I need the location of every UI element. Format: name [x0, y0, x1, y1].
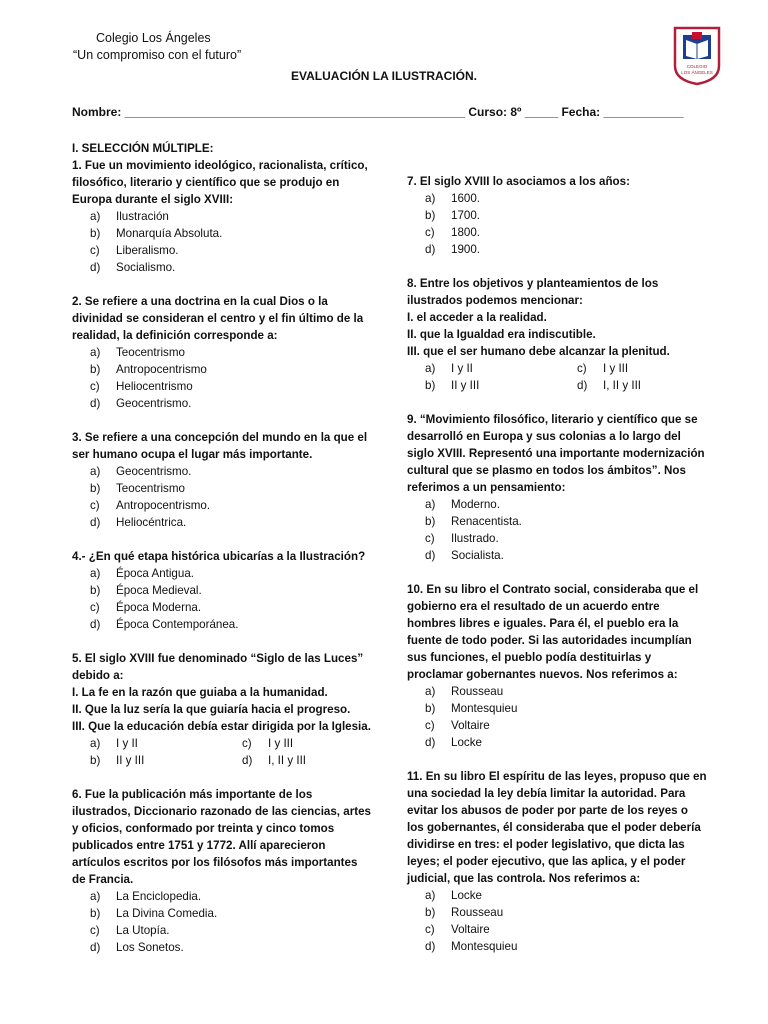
option-b[interactable]: b) Antropocentrismo — [90, 363, 207, 376]
options-list — [407, 887, 707, 955]
options-list — [72, 344, 372, 412]
question-7 — [407, 173, 707, 258]
option-a[interactable]: a) Teocentrismo — [90, 346, 185, 359]
question-1 — [72, 157, 372, 276]
statement-1: I. el acceder a la realidad. — [407, 311, 547, 324]
option-a[interactable]: a) 1600. — [425, 192, 481, 205]
section-title: I. SELECCIÓN MÚLTIPLE: — [72, 142, 214, 155]
school-logo — [673, 26, 721, 86]
option-c[interactable]: c) Ilustrado. — [425, 532, 499, 545]
option-d[interactable]: d) I, II y III — [242, 754, 307, 767]
option-b[interactable]: b) Montesquieu — [425, 702, 518, 715]
option-c[interactable]: c) Liberalismo. — [90, 244, 179, 257]
option-d[interactable]: d) 1900. — [425, 243, 481, 256]
svg-text:COLEGIO: COLEGIO — [686, 64, 708, 69]
option-d[interactable]: d) Socialismo. — [90, 261, 176, 274]
options-list — [72, 208, 372, 276]
option-d[interactable]: d) Los Sonetos. — [90, 941, 184, 954]
question-10 — [407, 581, 707, 751]
option-d[interactable]: d) Época Contemporánea. — [90, 618, 239, 631]
page-title: EVALUACIÓN LA ILUSTRACIÓN. — [291, 69, 477, 83]
question-stem: 11. En su libro El espíritu de las leyes, propuso que en una sociedad la ley debía limitar la autoridad. Para evitar los abusos de poder por parte de los reyes o los gobernantes, él consideraba que el poder debería dividirse en tres: el poder legislativo, que dicta las leyes; el poder ejecutivo, que las aplica, y el poder judicial, que las controla. Nos referimos a: — [407, 770, 707, 885]
school-motto: “Un compromiso con el futuro” — [73, 48, 242, 62]
option-c[interactable]: c) 1800. — [425, 226, 481, 239]
options-list — [72, 888, 372, 956]
option-c[interactable]: c) Antropocentrismo. — [90, 499, 211, 512]
question-stem: 8. Entre los objetivos y planteamientos de los ilustrados podemos mencionar: — [407, 277, 659, 307]
statement-1: I. La fe en la razón que guiaba a la humanidad. — [72, 686, 328, 699]
option-b[interactable]: b) Época Medieval. — [90, 584, 202, 597]
question-stem: 7. El siglo XVIII lo asociamos a los años: — [407, 175, 630, 188]
option-c[interactable]: c) Voltaire — [425, 719, 490, 732]
option-d[interactable]: d) Locke — [425, 736, 482, 749]
school-name: Colegio Los Ángeles — [96, 31, 211, 45]
option-a[interactable]: a) Ilustración — [90, 210, 169, 223]
option-d[interactable]: d) I, II y III — [577, 379, 642, 392]
option-b[interactable]: b) 1700. — [425, 209, 481, 222]
question-8 — [407, 275, 707, 394]
question-11 — [407, 768, 707, 955]
option-c[interactable]: c) Época Moderna. — [90, 601, 202, 614]
option-a[interactable]: a) Moderno. — [425, 498, 500, 511]
question-stem: 5. El siglo XVIII fue denominado “Siglo de las Luces” debido a: — [72, 652, 364, 682]
statement-2: II. que la Igualdad era indiscutible. — [407, 328, 596, 341]
option-c[interactable]: c) La Utopía. — [90, 924, 170, 937]
option-c[interactable]: c) Voltaire — [425, 923, 490, 936]
options-list — [407, 496, 707, 564]
options-list — [72, 463, 372, 531]
option-b[interactable]: b) Monarquía Absoluta. — [90, 227, 223, 240]
option-a[interactable]: a) Rousseau — [425, 685, 504, 698]
question-9 — [407, 411, 707, 564]
option-d[interactable]: d) Heliocéntrica. — [90, 516, 187, 529]
option-c[interactable]: c) I y III — [242, 737, 294, 750]
option-a[interactable]: a) I y II — [90, 737, 138, 750]
question-2 — [72, 293, 372, 412]
options-grid — [72, 735, 372, 769]
option-b[interactable]: b) La Divina Comedia. — [90, 907, 218, 920]
options-list — [407, 190, 707, 258]
option-b[interactable]: b) Teocentrismo — [90, 482, 185, 495]
options-list — [72, 565, 372, 633]
option-a[interactable]: a) Época Antigua. — [90, 567, 194, 580]
question-stem: 10. En su libro el Contrato social, consideraba que el gobierno era el resultado de un acuerdo entre hombres libres e iguales. Para él, el pueblo era la fuente de todo poder. Si las autoridades incumplían sus funciones, el pueblo podía destituirlas y proclamar gobernantes nuevos. Nos referimos a: — [407, 583, 699, 681]
options-grid — [407, 360, 707, 394]
left-column — [72, 140, 372, 973]
option-b[interactable]: b) II y III — [425, 379, 480, 392]
option-c[interactable]: c) Heliocentrismo — [90, 380, 193, 393]
option-d[interactable]: d) Geocentrismo. — [90, 397, 192, 410]
option-b[interactable]: b) Rousseau — [425, 906, 504, 919]
question-stem: 2. Se refiere a una doctrina en la cual Dios o la divinidad se consideran el centro y el fin último de la realidad, la definición corresponde a: — [72, 295, 364, 342]
options-list — [407, 683, 707, 751]
question-stem: 9. “Movimiento filosófico, literario y científico que se desarrolló en Europa y sus colonias a lo largo del siglo XVIII. Representó una importante modernización cultural que se plasmo en todos los ámbitos”. Nos referimos a un pensamiento: — [407, 413, 705, 494]
option-a[interactable]: a) Geocentrismo. — [90, 465, 192, 478]
question-stem: 1. Fue un movimiento ideológico, racionalista, crítico, filosófico, literario y científico que se produjo en Europa durante el siglo XVIII: — [72, 159, 368, 206]
option-d[interactable]: d) Socialista. — [425, 549, 504, 562]
option-b[interactable]: b) Renacentista. — [425, 515, 522, 528]
option-a[interactable]: a) La Enciclopedia. — [90, 890, 202, 903]
statement-3: III. que el ser humano debe alcanzar la plenitud. — [407, 345, 670, 358]
question-stem: 6. Fue la publicación más importante de los ilustrados, Diccionario razonado de las ciencias, artes y oficios, conformado por treinta y cinco tomos publicados entre 1751 y 1772. Allí aparecieron artículos escritos por los filósofos más importantes de Francia. — [72, 788, 371, 886]
option-c[interactable]: c) I y III — [577, 362, 629, 375]
student-info-line: Nombre: ___________________________________________________ Curso: 8º _____ Fecha: ____________ — [72, 105, 684, 119]
question-stem: 3. Se refiere a una concepción del mundo en la que el ser humano ocupa el lugar más importante. — [72, 431, 368, 461]
question-5 — [72, 650, 372, 769]
svg-text:LOS ÁNGELES: LOS ÁNGELES — [681, 70, 713, 75]
right-column — [407, 173, 707, 972]
option-d[interactable]: d) Montesquieu — [425, 940, 518, 953]
option-a[interactable]: a) Locke — [425, 889, 482, 902]
statement-3: III. Que la educación debía estar dirigida por la Iglesia. — [72, 720, 371, 733]
question-stem: 4.- ¿En qué etapa histórica ubicarías a la Ilustración? — [72, 550, 366, 563]
question-4 — [72, 548, 372, 633]
question-6 — [72, 786, 372, 956]
option-a[interactable]: a) I y II — [425, 362, 473, 375]
statement-2: II. Que la luz sería la que guiaría hacia el progreso. — [72, 703, 351, 716]
question-3 — [72, 429, 372, 531]
option-b[interactable]: b) II y III — [90, 754, 145, 767]
